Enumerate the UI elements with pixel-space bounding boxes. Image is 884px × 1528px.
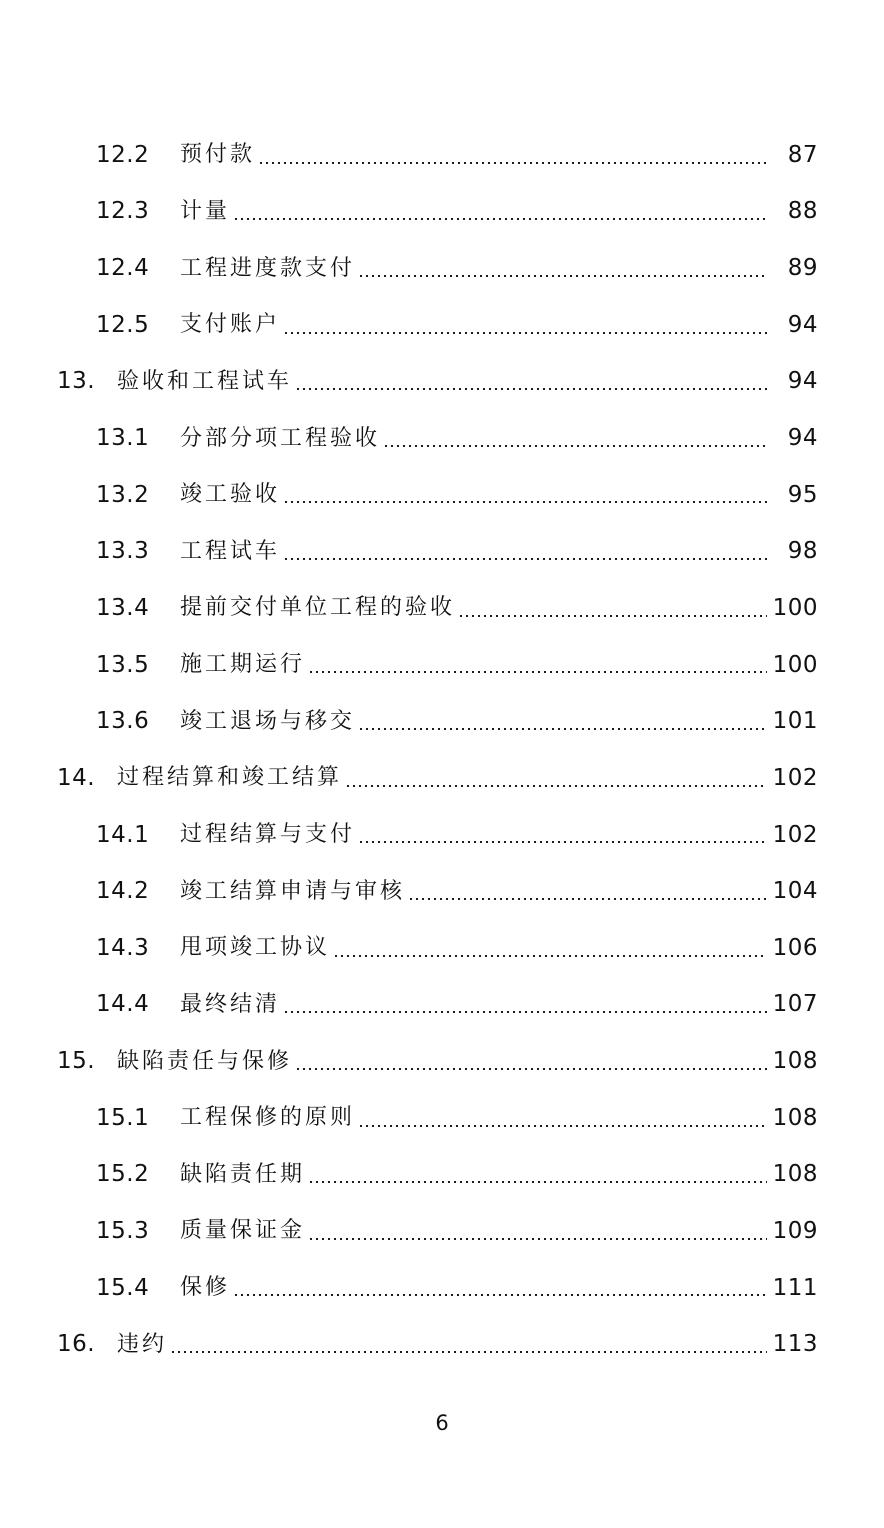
toc-entry-13[interactable] [0,354,884,411]
toc-entry-number: 13.6 [96,708,150,735]
dot-leader [345,785,767,787]
toc-entry-number: 12.5 [96,311,150,338]
toc-entry-number: 15.4 [96,1274,150,1301]
dot-leader [283,558,767,560]
toc-entry-13-4[interactable] [0,580,884,637]
dot-leader [283,1011,767,1013]
toc-entry-title: 保修 [180,1275,231,1301]
page-number: 6 [435,1411,449,1435]
toc-entry-page: 100 [772,651,818,678]
toc-entry-15-1[interactable] [0,1090,884,1147]
toc-entry-14-1[interactable] [0,807,884,864]
toc-entry-page: 94 [787,368,818,395]
toc-entry-title: 施工期运行 [180,652,306,678]
toc-entry-title: 过程结算与支付 [180,822,356,847]
dot-leader [233,218,767,220]
toc-entry-13-5[interactable] [0,637,884,694]
dot-leader [258,162,767,164]
toc-entry-14[interactable] [0,750,884,807]
toc-entry-title: 竣工退场与移交 [180,708,356,734]
toc-entry-number: 14.4 [96,991,150,1018]
toc-entry-title: 工程试车 [180,538,281,564]
toc-entry-12-2[interactable] [0,127,884,184]
dot-leader [333,955,767,957]
dot-leader [408,898,767,900]
toc-entry-12-5[interactable] [0,297,884,354]
toc-entry-page: 87 [787,141,818,168]
toc-entry-number: 12.4 [96,255,150,282]
toc-entry-number: 13. [57,368,96,395]
toc-entry-page: 101 [772,708,818,735]
toc-entry-page: 102 [772,764,818,791]
toc-entry-page: 106 [772,934,818,961]
toc-entry-number: 13.3 [96,538,150,565]
toc-entry-title: 计量 [180,198,231,224]
toc-entry-title: 竣工结算申请与审核 [180,878,406,904]
dot-leader [308,671,767,673]
toc-entry-12-3[interactable] [0,184,884,241]
toc-entry-title: 过程结算和竣工结算 [117,765,343,791]
toc-entry-page: 95 [787,481,818,508]
dot-leader [170,1351,767,1353]
toc-entry-title: 竣工验收 [180,482,281,508]
toc-entry-title: 提前交付单位工程的验收 [180,595,456,621]
dot-leader [283,501,767,503]
toc-entry-page: 100 [772,594,818,621]
toc-entry-number: 12.2 [96,141,150,168]
toc-entry-page: 109 [772,1217,818,1244]
toc-entry-page: 89 [787,255,818,282]
toc-entry-number: 12.3 [96,198,150,225]
toc-entry-15[interactable] [0,1033,884,1090]
toc-entry-number: 15.1 [96,1104,150,1131]
toc-entry-13-6[interactable] [0,693,884,750]
toc-entry-number: 15. [57,1048,96,1075]
dot-leader [233,1294,767,1296]
toc-entry-number: 13.4 [96,594,150,621]
toc-entry-page: 94 [787,311,818,338]
toc-entry-number: 14.1 [96,821,150,848]
dot-leader [295,388,767,390]
toc-entry-15-4[interactable] [0,1260,884,1317]
toc-entry-number: 13.5 [96,651,150,678]
toc-entry-page: 98 [787,538,818,565]
toc-entry-14-4[interactable] [0,977,884,1034]
toc-entry-page: 104 [772,878,818,905]
toc-entry-title: 缺陷责任与保修 [117,1048,293,1074]
toc-entry-14-2[interactable] [0,863,884,920]
toc-entry-title: 分部分项工程验收 [180,425,381,451]
toc-entry-title: 预付款 [180,142,256,168]
toc-entry-page: 108 [772,1161,818,1188]
toc-entry-page: 111 [772,1274,818,1301]
toc-entry-page: 88 [787,198,818,225]
toc-entry-13-3[interactable] [0,523,884,580]
toc-entry-title: 工程进度款支付 [180,255,356,281]
toc-entry-page: 113 [772,1331,818,1358]
toc-entry-13-1[interactable] [0,410,884,467]
toc-entry-title: 工程保修的原则 [180,1105,356,1131]
dot-leader [283,332,767,334]
toc-entry-page: 94 [787,425,818,452]
toc-entry-16[interactable] [0,1316,884,1373]
toc-entry-number: 14.2 [96,878,150,905]
toc-entry-title: 支付账户 [180,312,281,338]
dot-leader [358,275,767,277]
dot-leader [308,1238,767,1240]
table-of-contents [0,127,884,1373]
toc-entry-15-2[interactable] [0,1147,884,1204]
toc-entry-15-3[interactable] [0,1203,884,1260]
toc-entry-number: 14. [57,764,96,791]
toc-entry-page: 108 [772,1104,818,1131]
toc-entry-page: 107 [772,991,818,1018]
toc-entry-number: 16. [57,1331,96,1358]
toc-entry-14-3[interactable] [0,920,884,977]
toc-entry-number: 14.3 [96,934,150,961]
toc-entry-page: 102 [772,821,818,848]
toc-entry-title: 最终结清 [180,991,281,1017]
toc-entry-number: 13.2 [96,481,150,508]
toc-entry-title: 验收和工程试车 [117,368,293,394]
dot-leader [358,728,767,730]
toc-entry-title: 违约 [117,1331,168,1357]
toc-entry-title: 缺陷责任期 [180,1161,306,1187]
dot-leader [458,615,767,617]
toc-entry-title: 甩项竣工协议 [180,935,331,961]
dot-leader [308,1181,767,1183]
toc-entry-number: 13.1 [96,425,150,452]
toc-entry-12-4[interactable] [0,240,884,297]
toc-entry-number: 15.2 [96,1161,150,1188]
toc-entry-page: 108 [772,1048,818,1075]
dot-leader [358,1125,767,1127]
dot-leader [383,445,767,447]
toc-entry-13-2[interactable] [0,467,884,524]
toc-entry-number: 15.3 [96,1217,150,1244]
toc-entry-title: 质量保证金 [180,1218,306,1244]
dot-leader [295,1068,767,1070]
dot-leader [358,841,767,843]
